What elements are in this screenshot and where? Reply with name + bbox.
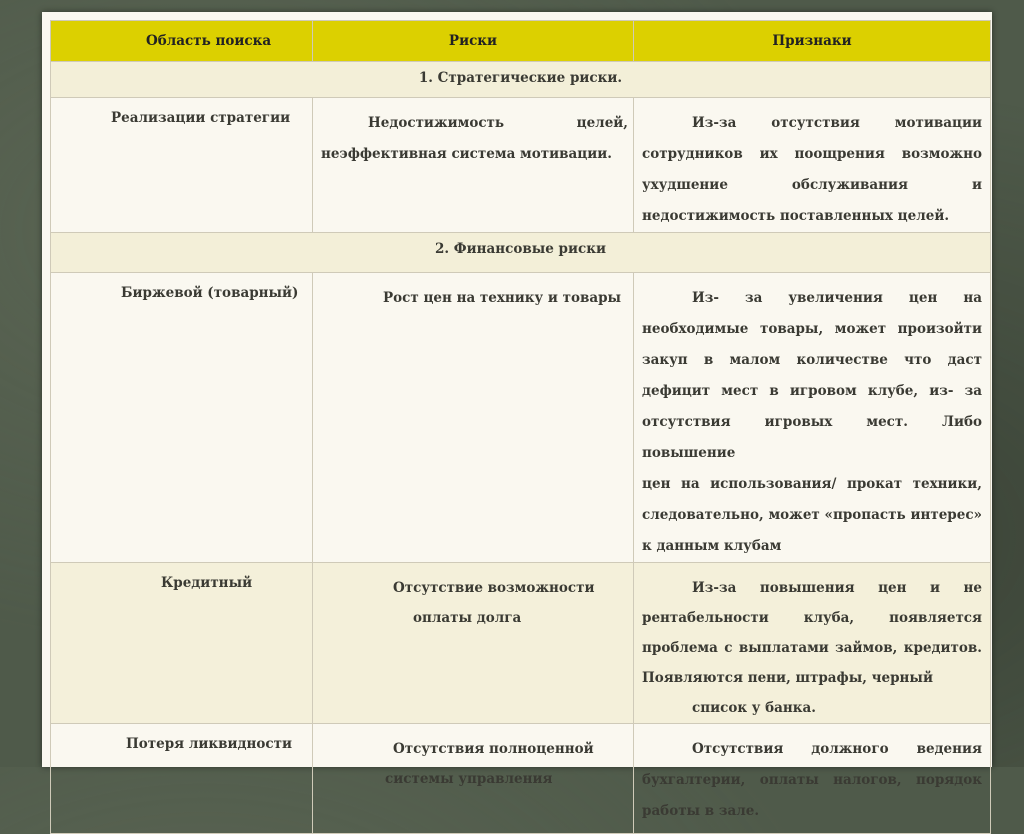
risk-line: Отсутствия полноценной bbox=[393, 741, 594, 757]
risk-table bbox=[50, 20, 991, 834]
table-row bbox=[51, 563, 991, 724]
sign-line: необходимые товары, может произойти bbox=[642, 321, 982, 337]
row-area: Биржевой (товарный) bbox=[121, 285, 299, 301]
row-risk bbox=[313, 724, 633, 794]
risk-line: Недостижимость целей, bbox=[368, 115, 628, 131]
sign-line: работы в зале. bbox=[642, 803, 760, 819]
sign-line: недостижимость поставленных целей. bbox=[642, 208, 950, 224]
risk-line: Отсутствие возможности bbox=[393, 580, 595, 596]
row-area: Кредитный bbox=[161, 575, 253, 591]
sign-line: сотрудников их поощрения возможно bbox=[642, 146, 982, 162]
sign-line: Отсутствия должного ведения bbox=[692, 741, 982, 757]
table-row bbox=[51, 98, 991, 233]
header-row bbox=[51, 21, 991, 62]
risk-line: системы управления bbox=[385, 771, 553, 787]
sign-line: рентабельности клуба, появляется bbox=[642, 610, 982, 626]
sign-line: цен на использования/ прокат техники, bbox=[642, 476, 982, 492]
risk-line: неэффективная система мотивации. bbox=[321, 146, 612, 162]
sign-line: проблема с выплатами займов, кредитов. bbox=[642, 640, 982, 656]
row-signs bbox=[634, 563, 990, 723]
sign-line: отсутствия игровых мест. Либо повышение bbox=[642, 414, 982, 461]
sign-line: ухудшение обслуживания и bbox=[642, 177, 982, 193]
slide-sheet bbox=[42, 12, 992, 819]
header-area: Область поиска bbox=[51, 21, 313, 62]
sign-line: список у банка. bbox=[692, 700, 816, 716]
row-signs bbox=[634, 724, 990, 827]
sign-line: следовательно, может «пропасть интерес» bbox=[642, 507, 982, 523]
header-risks: Риски bbox=[313, 21, 634, 62]
sign-line: Из-за повышения цен и не bbox=[692, 580, 982, 596]
row-area: Реализации стратегии bbox=[111, 110, 291, 126]
sign-line: бухгалтерии, оплаты налогов, порядок bbox=[642, 772, 982, 788]
row-area: Потеря ликвидности bbox=[126, 736, 292, 752]
row-risk bbox=[313, 98, 633, 170]
sign-line: Появляются пени, штрафы, черный bbox=[642, 670, 933, 686]
row-risk bbox=[313, 563, 633, 633]
table-row bbox=[51, 724, 991, 834]
sign-line: к данным клубам bbox=[642, 538, 782, 554]
row-signs bbox=[634, 98, 990, 232]
section-row-strategic bbox=[51, 62, 991, 98]
table-row bbox=[51, 273, 991, 563]
row-signs bbox=[634, 273, 990, 562]
section-title: 2. Финансовые риски bbox=[51, 233, 991, 273]
risk-line: Рост цен на технику и товары bbox=[383, 290, 622, 306]
sign-line: закуп в малом количестве что даст bbox=[642, 352, 982, 368]
section-title: 1. Стратегические риски. bbox=[51, 62, 991, 98]
sign-line: дефицит мест в игровом клубе, из- за bbox=[642, 383, 982, 399]
section-row-financial bbox=[51, 233, 991, 273]
sign-line: Из-за отсутствия мотивации bbox=[692, 115, 982, 131]
risk-line: оплаты долга bbox=[413, 610, 522, 626]
sign-line: Из- за увеличения цен на bbox=[692, 290, 982, 306]
row-risk bbox=[313, 273, 633, 313]
header-signs: Признаки bbox=[634, 21, 991, 62]
